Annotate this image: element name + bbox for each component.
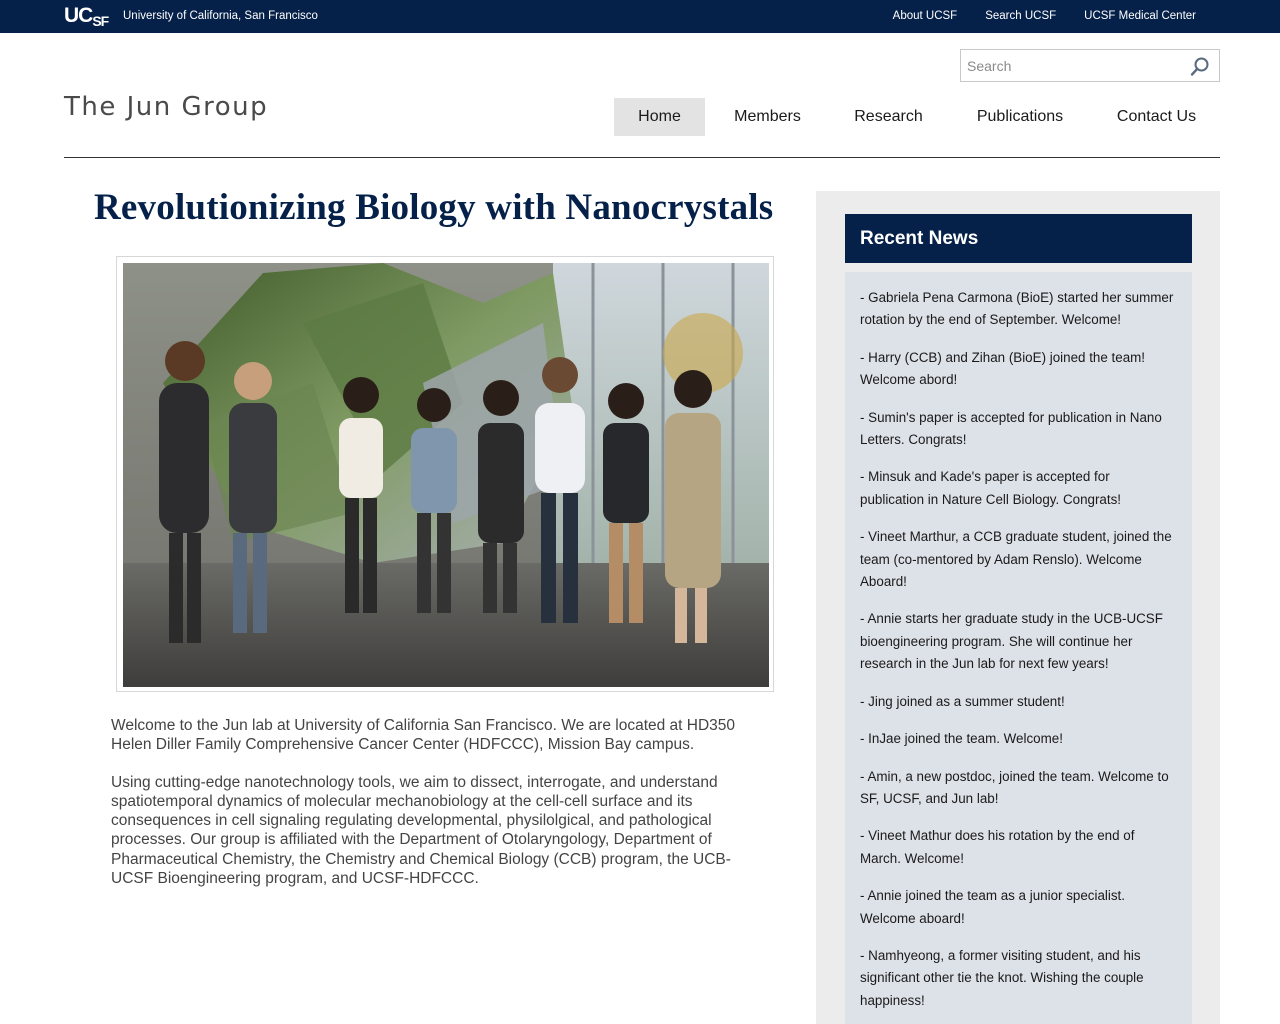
nav-contact-us[interactable]: Contact Us [1116, 108, 1197, 125]
ucsf-logo[interactable] [64, 4, 108, 28]
ucsf-logo-mark: UCSF [64, 3, 109, 29]
news-item: - Vineet Mathur does his rotation by the end of March. Welcome! [860, 828, 1135, 866]
search-input[interactable] [961, 50, 1183, 81]
intro-paragraph: Welcome to the Jun lab at University of California San Francisco. We are located at HD350 Helen Diller Family Comprehensive Cancer Center (HDFCCC), Mission Bay campus. [111, 717, 736, 754]
main-nav [614, 98, 1220, 136]
sidebar [816, 191, 1220, 1024]
intro-paragraph: Using cutting-edge nanotechnology tools, we aim to dissect, interrogate, and understand spatiotemporal dynamics of molecular mechanobiology at the cell-cell surface and its consequences in cell signaling regulating developmental, physilolgical, and pathological processes. Our group is affiliated with the Department of Otolaryngology, Department of Pharmaceutical Chemistry, the Chemistry and Chemical Biology (CCB) program, the UCB-UCSF Bioengineering program, and UCSF-HDFCCC. [111, 773, 731, 888]
nav-members[interactable]: Members [734, 108, 801, 125]
header-divider [64, 157, 1220, 158]
group-photo-illustration [123, 263, 769, 687]
search-icon [1189, 56, 1211, 78]
news-item: - Jing joined as a summer student! [860, 693, 1065, 709]
search-button[interactable] [1189, 56, 1211, 78]
about-ucsf-link[interactable]: About UCSF [892, 10, 958, 22]
news-item: - Amin, a new postdoc, joined the team. Welcome to SF, UCSF, and Jun lab! [860, 768, 1169, 806]
group-photo [123, 263, 769, 687]
news-item: - Annie starts her graduate study in the UCB-UCSF bioengineering program. She will continue her research in the Jun lab for next few years! [860, 611, 1163, 672]
recent-news-title: Recent News [845, 214, 1192, 263]
news-item: - Namhyeong, a former visiting student, and his significant other tie the knot. Wishing the couple happiness! [860, 947, 1144, 1008]
nav-home[interactable]: Home [614, 98, 705, 136]
recent-news-list[interactable] [845, 272, 1192, 1024]
page-headline: Revolutionizing Biology with Nanocrystals [94, 187, 774, 228]
top-links [893, 9, 1196, 23]
nav-publications[interactable]: Publications [976, 108, 1064, 125]
news-item: - Vineet Marthur, a CCB graduate student, joined the team (co-mentored by Adam Renslo). Welcome Aboard! [860, 529, 1172, 590]
news-item: - InJae joined the team. Welcome! [860, 731, 1063, 747]
news-item: - Sumin's paper is accepted for publication in Nano Letters. Congrats! [860, 409, 1162, 448]
top-bar [0, 0, 1280, 33]
intro-text [111, 716, 771, 906]
ucsf-medical-center-link[interactable]: UCSF Medical Center [1084, 10, 1196, 22]
nav-research[interactable]: Research [854, 108, 923, 125]
news-item: - Harry (CCB) and Zihan (BioE) joined the team! Welcome abord! [860, 349, 1146, 388]
search-box [960, 49, 1220, 82]
news-item: - Gabriela Pena Carmona (BioE) started her summer rotation by the end of September. Welcome! [860, 290, 1174, 328]
news-item: - Annie joined the team as a junior specialist. Welcome aboard! [860, 888, 1125, 926]
site-title[interactable]: The Jun Group [64, 92, 269, 122]
group-photo-frame [116, 256, 774, 692]
search-ucsf-link[interactable]: Search UCSF [985, 10, 1057, 22]
news-item: - Minsuk and Kade's paper is accepted for publication in Nature Cell Biology. Congrats! [860, 469, 1122, 507]
university-name[interactable]: University of California, San Francisco [123, 10, 318, 22]
